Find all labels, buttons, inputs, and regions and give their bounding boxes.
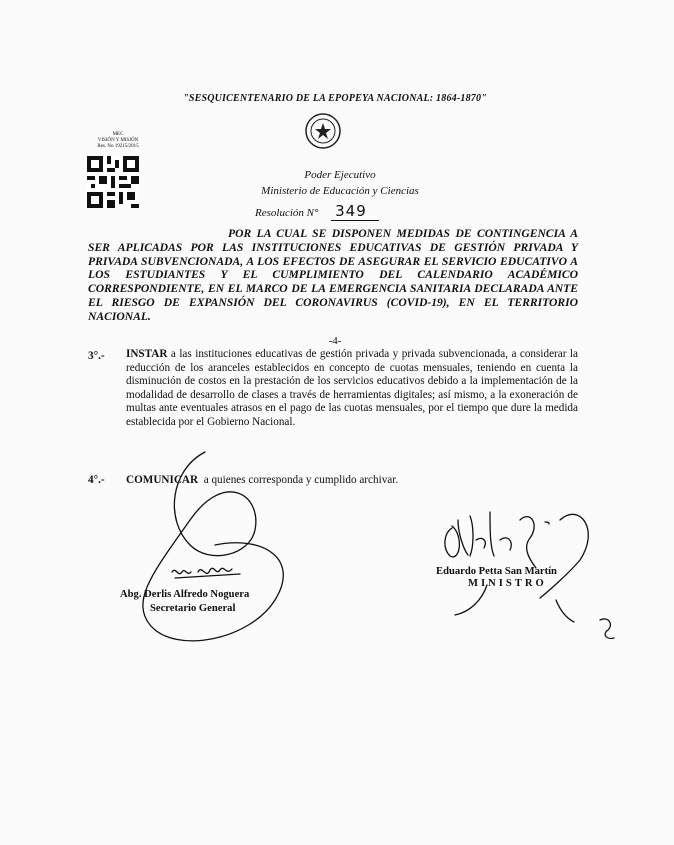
article-paragraph bbox=[126, 474, 578, 486]
qr-code-icon bbox=[87, 156, 139, 208]
page-number: -4- bbox=[328, 335, 342, 347]
left-signature-stroke bbox=[175, 574, 240, 578]
mec-label: MEC bbox=[112, 132, 124, 137]
right-signatory-name: Eduardo Petta San Martín bbox=[436, 566, 557, 577]
article-keyword: COMUNICAR bbox=[126, 474, 199, 486]
left-signature-stroke bbox=[172, 568, 232, 573]
left-signatory-title: Secretario General bbox=[150, 603, 236, 614]
ministry-label: Ministerio de Educación y Ciencias bbox=[261, 185, 419, 197]
right-signatory-title: MINISTRO bbox=[468, 578, 547, 589]
right-signature-stroke bbox=[445, 512, 511, 557]
national-seal-icon bbox=[304, 112, 342, 150]
registration-label: Res. No 19215/2015 bbox=[97, 144, 139, 149]
article-keyword: INSTAR bbox=[126, 348, 168, 360]
resolution-line bbox=[255, 202, 435, 220]
article-paragraph bbox=[126, 348, 578, 429]
resolution-label: Resolución N° bbox=[255, 207, 319, 219]
commemorative-motto: "SESQUICENTENARIO DE LA EPOPEYA NACIONAL: 1864-1870" bbox=[183, 93, 487, 104]
right-signature-stroke bbox=[455, 585, 614, 638]
article-text: a quienes corresponda y cumplido archivar. bbox=[198, 474, 399, 486]
resolution-title: POR LA CUAL SE DISPONEN MEDIDAS DE CONTINGENCIA A SER APLICADAS POR LAS INSTITUCIONES EDUCATIVAS DE GESTIÓN PRIVADA Y PRIVADA SUBVENCIONADA, A LOS EFECTOS DE ASEGURAR EL SERVICIO EDUCATIVO A LOS ESTUDIANTES Y EL CUMPLIMIENTO DEL CALENDARIO ACADÉMICO CORRESPONDIENTE, EN EL MARCO DE LA EMERGENCIA SANITARIA DECLARADA ANTE EL RIESGO DE EXPANSIÓN DEL CORONAVIRUS (COVID-19), EN EL TERRITORIO NACIONAL. bbox=[88, 227, 578, 323]
article-number: 4°.- bbox=[88, 474, 105, 486]
resolution-number: 349 bbox=[331, 202, 379, 221]
mec-logo-caption bbox=[83, 132, 153, 150]
left-signatory-name: Abg. Derlis Alfredo Noguera bbox=[120, 589, 250, 600]
executive-power-label: Poder Ejecutivo bbox=[304, 169, 376, 181]
article-number: 3°.- bbox=[88, 350, 105, 362]
article-text: a las instituciones educativas de gestión privada y privada subvencionada, a considerar la reducción de los aranceles establecidos en concepto de cuotas mensuales, teniendo en cuenta la disminución de costos en la prestación de los servicios educativos debido a la implementación de la modalidad de desarrollo de clases a través de herramientas digitales; así mismo, a la exoneración de multas ante eventuales atrasos en el pago de las cuotas mensuales, por el tiempo que dure la medida establecida por el Gobierno Nacional. bbox=[126, 348, 578, 428]
vision-label: VISIÓN Y MISIÓN bbox=[97, 138, 139, 143]
